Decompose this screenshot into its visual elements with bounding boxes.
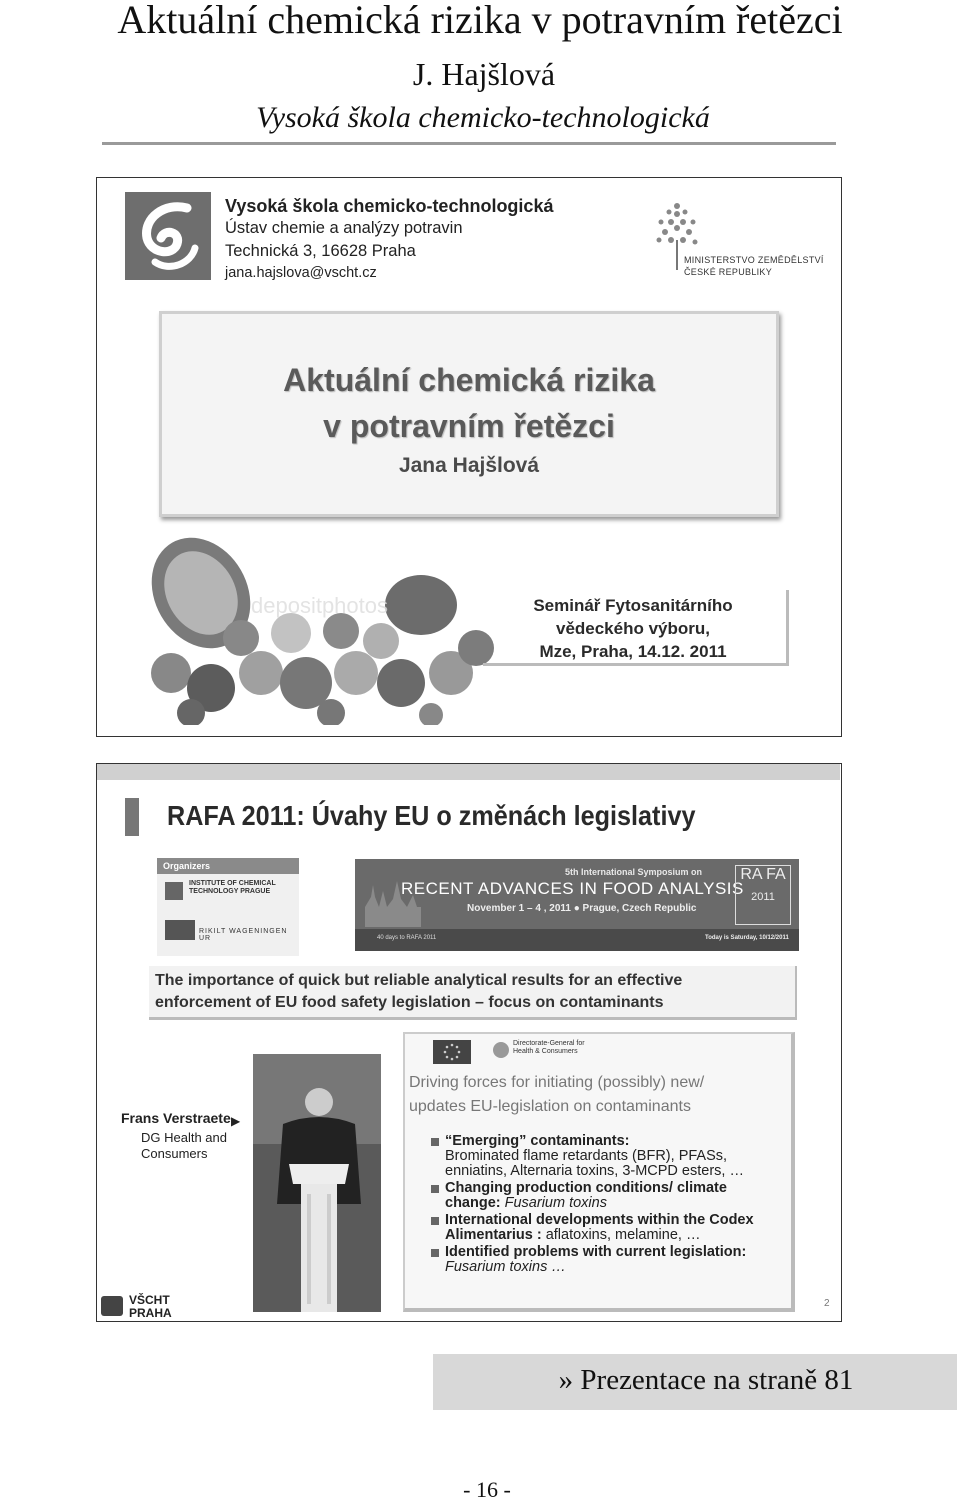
slide1-title-box [159,311,779,517]
slide1-title-line1: Aktuální chemická rizika [283,362,655,398]
speaker-dept-line1: DG Health and [141,1130,227,1145]
symposium-label: 5th International Symposium on [565,867,703,877]
slide-number: 2 [824,1298,830,1309]
slide1-title-line2: v potravním řetězci [323,408,615,444]
today-date: Today is Saturday, 10/12/2011 [705,935,789,941]
list-item: International developments within the Codex Alimentarius : aflatoxins, melamine, … [431,1213,771,1243]
organizers-box [157,858,299,956]
author-name: J. Hajšlová [412,56,556,92]
dg-logo-icon [493,1042,509,1058]
speaker-photo-image [253,1054,381,1312]
slide-1 [96,177,842,737]
slide2-title: RAFA 2011: Úvahy EU o změnách legislativy [167,800,696,831]
affiliation: Vysoká škola chemicko-technologická [256,101,710,134]
speaker-dept-line2: Consumers [141,1146,208,1161]
organizer-rikilt: RIKILT WAGENINGEN UR [199,928,288,942]
driving-line2: updates EU-legislation on contaminants [409,1098,691,1115]
list-item: Identified problems with current legislation: Fusarium toxins … [431,1245,771,1275]
presentation-link-box[interactable] [433,1354,957,1410]
list-item: Changing production conditions/ climate change: Fusarium toxins [431,1181,771,1211]
watermark-text: depositphotos [251,593,388,618]
page-title: Aktuální chemická rizika v potravním řetězci [117,0,843,42]
vscht-label: VŠCHT PRAHA [129,1293,172,1320]
header-divider [102,142,836,145]
email: jana.hajslova@vscht.cz [225,265,377,281]
importance-line1: The importance of quick but reliable analytical results for an effective [155,972,683,989]
university-name: Vysoká škola chemicko-technologická [225,196,554,216]
presenter-name: Jana Hajšlová [398,454,540,477]
presentation-link[interactable]: » Prezentace na straně 81 [558,1364,854,1396]
rafa-bottom-bar [355,929,799,951]
ministry-name: MINISTERSTVO ZEMĚDĚLSTVÍ ČESKÉ REPUBLIKY [684,255,824,277]
importance-box [149,966,797,1020]
speaker-name: Frans Verstraete [121,1110,231,1126]
title-marker [125,798,139,836]
eu-flag-icon [433,1040,471,1064]
conference-name: RECENT ADVANCES IN FOOD ANALYSIS [401,879,744,898]
driving-forces-box [403,1032,795,1312]
address: Technická 3, 16628 Praha [225,242,416,260]
rafa-banner [355,859,799,951]
rafa-logo-icon: RA FA 2011 [735,865,791,925]
conference-date: November 1 – 4 , 2011 ● Prague, Czech Republic [467,903,697,914]
days-to-rafa: 40 days to RAFA 2011 [377,935,437,941]
ict-logo-icon [165,882,183,900]
arrow-right-icon: ▶ [231,1114,241,1128]
seminar-line3: Mze, Praha, 14.12. 2011 [539,642,727,661]
importance-line2: enforcement of EU food safety legislation – focus on contaminants [155,994,664,1011]
organizers-label: Organizers [157,858,299,874]
slide-2 [96,763,842,1322]
driving-line1: Driving forces for initiating (possibly) new/ [409,1074,705,1091]
vscht-small-logo-icon [101,1296,123,1316]
seminar-line2: vědeckého výboru, [555,619,710,638]
organizer-ict: INSTITUTE OF CHEMICAL TECHNOLOGY PRAGUE [189,880,276,895]
seminar-line1: Seminář Fytosanitárního [533,596,733,615]
list-item: “Emerging” contaminants: Brominated flame retardants (BFR), PFASs, enniatins, Alternaria toxins, 3-MCPD esters, … [431,1134,771,1179]
slide2-top-bar [97,764,840,780]
dg-label: Directorate-General for Health & Consumers [513,1040,585,1055]
seminar-box [483,590,789,666]
vegetable-basket-image [131,523,511,725]
page-number: - 16 - [463,1477,511,1502]
vscht-logo-icon [125,192,211,280]
rikilt-logo-icon [165,920,195,940]
bullet-list [431,1134,771,1277]
institute-name: Ústav chemie a analýzy potravin [225,219,463,237]
